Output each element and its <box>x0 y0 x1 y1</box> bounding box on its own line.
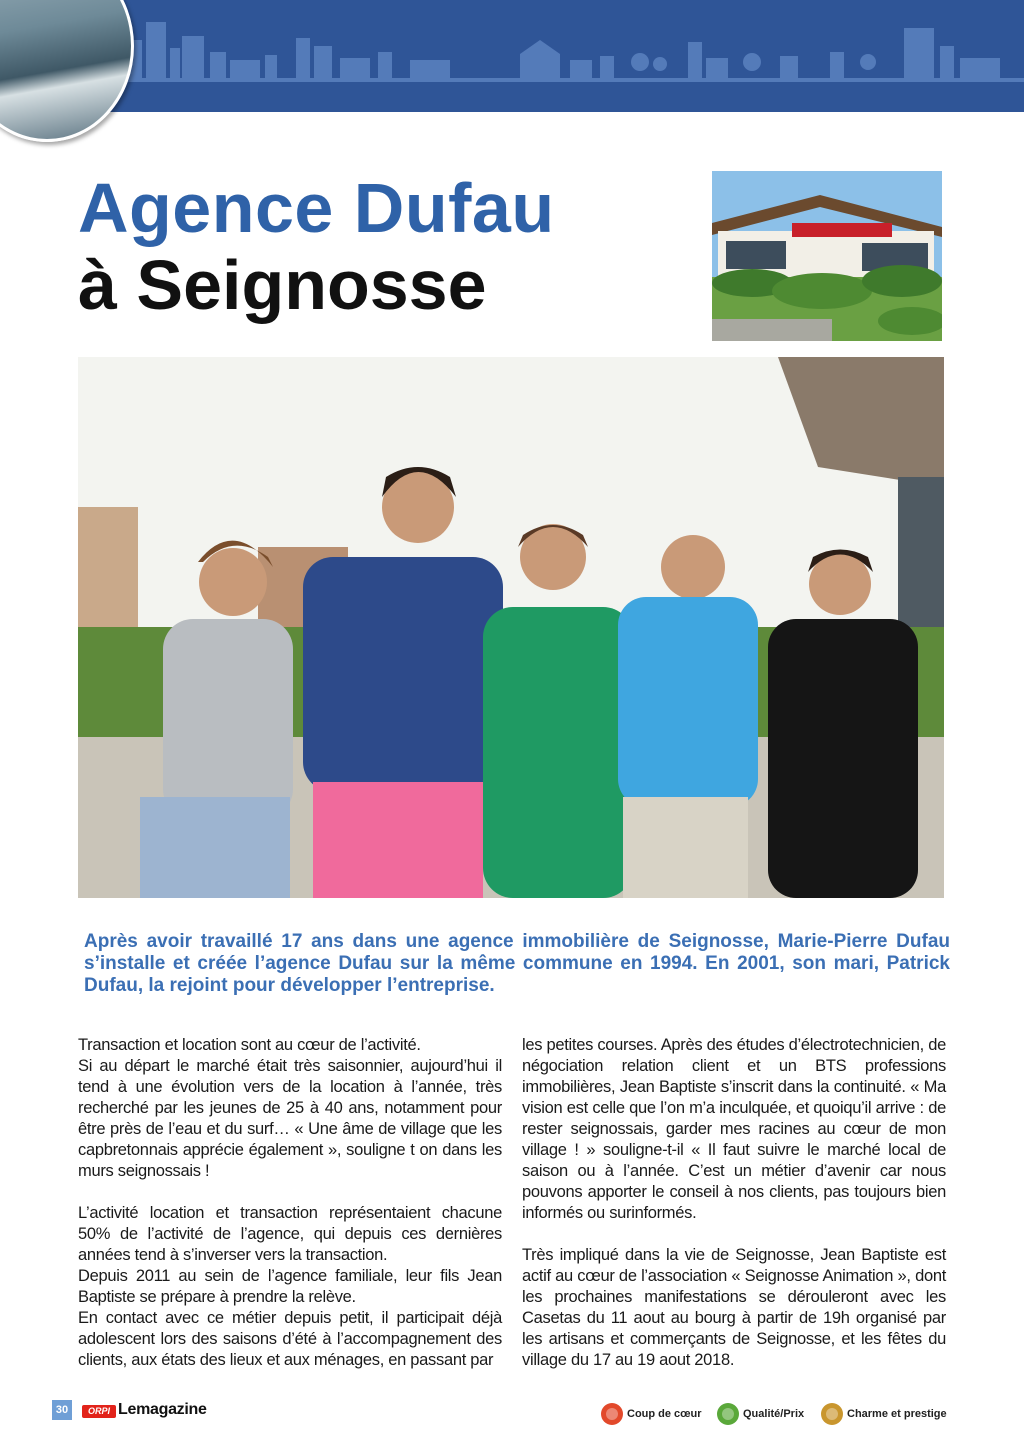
surf-wave-photo <box>0 0 134 142</box>
badge-label: Charme et prestige <box>847 1408 947 1420</box>
page-title-line2: à Seignosse <box>78 246 487 324</box>
team-group-photo <box>78 357 944 898</box>
city-skyline-illustration <box>0 0 1024 112</box>
body-paragraph: Transaction et location sont au cœur de l’activité. <box>78 1036 421 1054</box>
body-paragraph: Si au départ le marché était très saisonnier, aujourd’hui il tend à une évolution vers de la location à l’année, très recherché par les jeunes de 25 à 40 ans, notamment pour être près de l’eau et du surf… « Une âme de village que les capbretonnais apprécie également », souligne t on dans les murs seignossais ! <box>78 1057 502 1180</box>
body-paragraph: L’activité location et transaction représentaient chacune 50% de l’activité de l’agence, qui depuis ces dernières années tend à s’inverser vers la transaction. <box>78 1204 502 1264</box>
agency-building-photo <box>712 171 942 341</box>
page-number: 30 <box>52 1400 72 1420</box>
body-paragraph: les petites courses. Après des études d’électrotechnicien, de négociation relation client et un BTS professions immobilières, Jean Baptiste s’inscrit dans la continuité. « Ma vision est celle que l’on m’a inculquée, et quoiqu’il arrive : de rester seignossais, garder mes racines au cœur de mon village ! » souligne-t-il « Il faut suivre le marché local de saison ou à l’année. C’est un métier d’avenir car nous pouvons apporter le conseil à nos clients, pas toujours bien informés ou surinformés. <box>522 1036 946 1222</box>
badge-charme-prestige <box>821 1402 947 1426</box>
badge-label: Coup de cœur <box>627 1408 702 1420</box>
badge-label: Qualité/Prix <box>743 1408 805 1420</box>
heart-badge-icon <box>601 1403 623 1425</box>
quality-badge-icon <box>717 1403 739 1425</box>
magazine-name: Lemagazine <box>118 1401 207 1418</box>
body-paragraph: Très impliqué dans la vie de Seignosse, Jean Baptiste est actif au cœur de l’association « Seignosse Animation », dont les prochaines manifestations se dérouleront avec les Casetas du 11 aout au bourg à partir de 19h organisé par les artisans et commerçants de Seignosse, et les fêtes du village du 17 au 19 aout 2018. <box>522 1246 946 1369</box>
badge-qualite-prix <box>717 1402 804 1426</box>
header-banner <box>0 0 1024 112</box>
body-paragraph: Depuis 2011 au sein de l’agence familiale, leur fils Jean Baptiste se prépare à prendre la relève. <box>78 1267 502 1306</box>
article-column-right <box>522 1035 946 1371</box>
prestige-badge-icon <box>821 1403 843 1425</box>
body-paragraph: En contact avec ce métier depuis petit, il participait déjà adolescent lors des saisons d’été à l’accompagnement des clients, aux états des lieux et aux ménages, en passant par <box>78 1309 502 1369</box>
orpi-logo: ORPI <box>82 1405 116 1418</box>
badge-coup-de-coeur <box>601 1402 702 1426</box>
lead-paragraph: Après avoir travaillé 17 ans dans une agence immobilière de Seignosse, Marie-Pierre Dufau s’installe et créée l’agence Dufau sur la même commune en 1994. En 2001, son mari, Patrick Dufau, la rejoint pour développer l’entreprise. <box>84 931 950 996</box>
page-title-line1: Agence Dufau <box>78 169 555 247</box>
article-column-left <box>78 1035 502 1371</box>
